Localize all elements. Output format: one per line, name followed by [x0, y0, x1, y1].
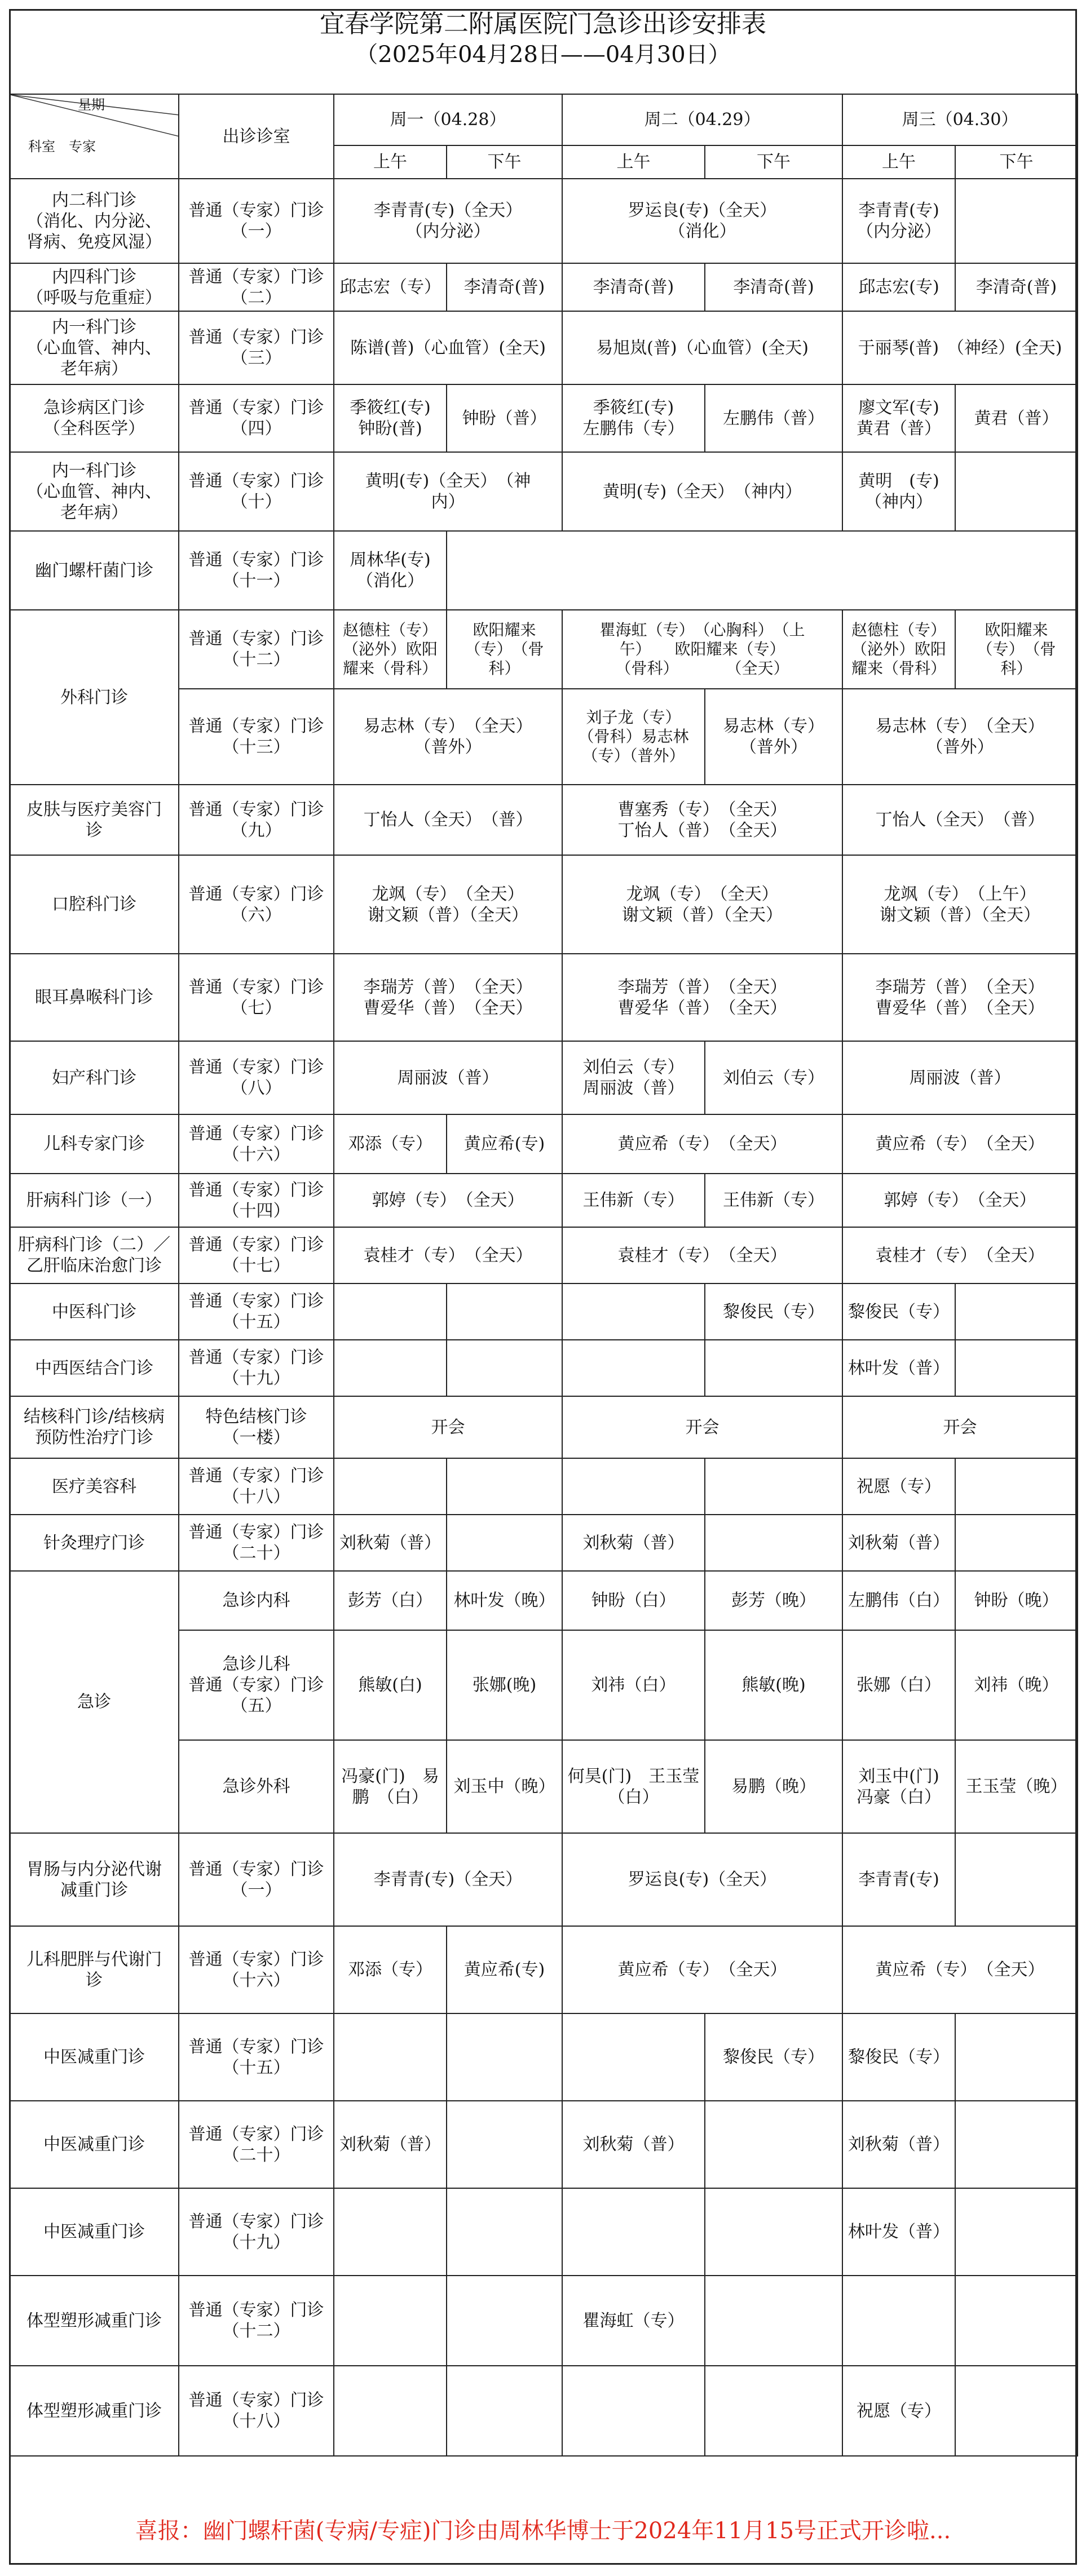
table-row	[10, 1833, 1078, 1926]
dept-cell: 胃肠与内分泌代谢 减重门诊	[10, 1833, 179, 1926]
dept-cell: 中医减重门诊	[10, 2101, 179, 2188]
header-day-wed: 周三（04.30）	[842, 94, 1078, 145]
dept-cell: 肝病科门诊（一）	[10, 1174, 179, 1227]
clinic-cell: 急诊内科	[179, 1571, 334, 1630]
clinic-cell: 急诊儿科 普通（专家）门诊 （五）	[179, 1630, 334, 1740]
clinic-cell: 普通（专家）门诊 （十六）	[179, 1114, 334, 1174]
schedule-cell: 易鹏（晚）	[705, 1740, 842, 1833]
schedule-cell: 开会	[562, 1396, 842, 1458]
schedule-cell: 何昊(门) 王玉莹 （白）	[562, 1740, 705, 1833]
schedule-cell	[842, 2276, 955, 2366]
schedule-cell	[447, 2276, 562, 2366]
schedule-cell: 罗运良(专)（全天）	[562, 1833, 842, 1926]
schedule-cell: 刘祎（晚）	[955, 1630, 1078, 1740]
schedule-cell: 刘秋菊（普）	[842, 2101, 955, 2188]
table-row	[10, 1227, 1078, 1283]
schedule-cell: 李青青(专) （内分泌）	[842, 179, 955, 263]
schedule-cell: 熊敏(晚)	[705, 1630, 842, 1740]
schedule-cell	[705, 2366, 842, 2456]
dept-cell: 内一科门诊 （心血管、神内、 老年病）	[10, 311, 179, 384]
table-row	[10, 263, 1078, 311]
schedule-cell: 刘秋菊（普）	[562, 1515, 705, 1571]
clinic-cell: 急诊外科	[179, 1740, 334, 1833]
clinic-cell: 普通（专家）门诊 （十二）	[179, 610, 334, 689]
schedule-cell: 李清奇(普)	[562, 263, 705, 311]
dept-cell: 中医减重门诊	[10, 2013, 179, 2101]
schedule-cell	[334, 1340, 447, 1396]
schedule-cell: 李青青(专)	[842, 1833, 955, 1926]
table-row	[10, 311, 1078, 384]
schedule-cell: 郭婷（专） （全天）	[842, 1174, 1078, 1227]
schedule-cell: 钟盼（普）	[447, 384, 562, 452]
schedule-cell	[955, 2188, 1078, 2276]
schedule-cell: 开会	[334, 1396, 562, 1458]
table-row	[10, 2276, 1078, 2366]
schedule-cell	[562, 2188, 705, 2276]
header-tue-pm: 下午	[705, 145, 842, 179]
dept-cell: 内四科门诊 （呼吸与危重症）	[10, 263, 179, 311]
schedule-cell: 左鹏伟（普）	[705, 384, 842, 452]
schedule-cell: 刘秋菊（普）	[334, 1515, 447, 1571]
schedule-cell: 张娜(晚)	[447, 1630, 562, 1740]
clinic-cell: 普通（专家）门诊 （十九）	[179, 1340, 334, 1396]
table-corner-header	[10, 94, 179, 179]
schedule-cell: 祝愿（专）	[842, 2366, 955, 2456]
schedule-cell	[562, 1283, 705, 1340]
schedule-cell	[955, 1515, 1078, 1571]
schedule-cell: 黄应希（专） （全天）	[842, 1926, 1078, 2013]
schedule-cell: 易旭岚(普)（心血管）(全天)	[562, 311, 842, 384]
table-row	[10, 531, 1078, 610]
schedule-cell: 王玉莹（晚）	[955, 1740, 1078, 1833]
clinic-cell: 普通（专家）门诊 （十五）	[179, 2013, 334, 2101]
header-dept: 科室	[28, 139, 55, 154]
schedule-cell: 黄应希(专)	[447, 1926, 562, 2013]
schedule-cell: 刘子龙（专） （骨科）易志林 （专）（普外）	[562, 689, 705, 785]
dept-cell: 肝病科门诊（二）／ 乙肝临床治愈门诊	[10, 1227, 179, 1283]
schedule-cell	[955, 1833, 1078, 1926]
clinic-cell: 普通（专家）门诊 （二）	[179, 263, 334, 311]
schedule-table	[9, 94, 1078, 2457]
schedule-cell: 黎俊民（专）	[705, 1283, 842, 1340]
schedule-cell: 周丽波（普）	[334, 1041, 562, 1114]
schedule-cell	[447, 2013, 562, 2101]
clinic-cell: 普通（专家）门诊 （一）	[179, 1833, 334, 1926]
dept-cell: 内二科门诊 （消化、内分泌、 肾病、免疫风湿）	[10, 179, 179, 263]
dept-cell: 口腔科门诊	[10, 855, 179, 954]
schedule-cell: 季筱红(专) 钟盼(普)	[334, 384, 447, 452]
clinic-cell: 普通（专家）门诊 （十八）	[179, 1458, 334, 1515]
schedule-cell	[334, 2276, 447, 2366]
clinic-cell: 普通（专家）门诊 （四）	[179, 384, 334, 452]
schedule-cell: 邓添（专）	[334, 1114, 447, 1174]
schedule-cell: 易志林（专） （普外）	[705, 689, 842, 785]
table-row	[10, 2101, 1078, 2188]
schedule-cell: 李清奇(普)	[955, 263, 1078, 311]
schedule-cell: 欧阳耀来 （专） （骨 科）	[955, 610, 1078, 689]
dept-cell: 眼耳鼻喉科门诊	[10, 954, 179, 1041]
schedule-cell: 熊敏(白)	[334, 1630, 447, 1740]
schedule-cell: 李瑞芳（普） （全天） 曹爱华（普） （全天）	[334, 954, 562, 1041]
clinic-cell: 普通（专家）门诊 （六）	[179, 855, 334, 954]
schedule-cell	[447, 2188, 562, 2276]
dept-cell: 体型塑形减重门诊	[10, 2366, 179, 2456]
schedule-cell: 黎俊民（专）	[705, 2013, 842, 2101]
clinic-cell: 普通（专家）门诊 （十四）	[179, 1174, 334, 1227]
schedule-cell: 李青青(专)（全天）	[334, 1833, 562, 1926]
dept-cell: 急诊病区门诊 （全科医学）	[10, 384, 179, 452]
schedule-cell	[334, 2366, 447, 2456]
schedule-cell	[562, 1340, 705, 1396]
schedule-cell: 刘祎（白）	[562, 1630, 705, 1740]
table-row	[10, 452, 1078, 531]
table-row	[10, 2188, 1078, 2276]
schedule-cell: 周丽波（普）	[842, 1041, 1078, 1114]
header-dept-expert	[28, 139, 96, 154]
schedule-cell: 罗运良(专)（全天） （消化）	[562, 179, 842, 263]
schedule-cell: 李清奇(普)	[447, 263, 562, 311]
schedule-cell: 黄应希（专） （全天）	[562, 1114, 842, 1174]
header-clinic: 出诊诊室	[179, 94, 334, 179]
page-subtitle: （2025年04月28日——04月30日）	[355, 42, 731, 68]
clinic-cell: 普通（专家）门诊 （一）	[179, 179, 334, 263]
header-expert: 专家	[69, 139, 96, 154]
clinic-cell: 普通（专家）门诊 （十）	[179, 452, 334, 531]
schedule-cell: 瞿海虹（专） （心胸科） （上 午） 欧阳耀来（专） （骨科） （全天）	[562, 610, 842, 689]
schedule-cell: 刘伯云（专） 周丽波（普）	[562, 1041, 705, 1114]
schedule-cell: 袁桂才（专） （全天）	[562, 1227, 842, 1283]
schedule-cell	[447, 1283, 562, 1340]
schedule-cell: 周林华(专) （消化）	[334, 531, 447, 610]
table-row	[10, 855, 1078, 954]
schedule-cell	[955, 2366, 1078, 2456]
schedule-cell: 邱志宏（专）	[334, 263, 447, 311]
clinic-cell: 普通（专家）门诊 （十一）	[179, 531, 334, 610]
clinic-cell: 普通（专家）门诊 （二十）	[179, 2101, 334, 2188]
table-row	[10, 1515, 1078, 1571]
header-mon-am: 上午	[334, 145, 447, 179]
clinic-cell: 普通（专家）门诊 （十三）	[179, 689, 334, 785]
dept-cell: 儿科专家门诊	[10, 1114, 179, 1174]
header-mon-pm: 下午	[447, 145, 562, 179]
schedule-cell: 黄应希(专)	[447, 1114, 562, 1174]
schedule-cell	[705, 1458, 842, 1515]
schedule-cell	[447, 1515, 562, 1571]
schedule-cell: 刘秋菊（普）	[842, 1515, 955, 1571]
clinic-cell: 普通（专家）门诊 （十七）	[179, 1227, 334, 1283]
schedule-cell	[334, 1283, 447, 1340]
clinic-cell: 普通（专家）门诊 （十八）	[179, 2366, 334, 2456]
table-row	[10, 1340, 1078, 1396]
schedule-cell	[705, 1515, 842, 1571]
schedule-cell: 李清奇(普)	[705, 263, 842, 311]
schedule-cell: 邓添（专）	[334, 1926, 447, 2013]
clinic-cell: 普通（专家）门诊 （九）	[179, 785, 334, 855]
schedule-cell	[955, 179, 1078, 263]
table-row	[10, 1174, 1078, 1227]
header-weekday: 星期	[78, 97, 105, 113]
schedule-cell	[447, 2366, 562, 2456]
dept-cell: 外科门诊	[10, 610, 179, 785]
schedule-cell: 龙飒（专） （全天） 谢文颖（普）（全天）	[334, 855, 562, 954]
dept-cell: 中医科门诊	[10, 1283, 179, 1340]
schedule-cell	[955, 1283, 1078, 1340]
dept-cell: 儿科肥胖与代谢门 诊	[10, 1926, 179, 2013]
schedule-cell: 赵德柱（专） （泌外）欧阳 耀来（骨科）	[842, 610, 955, 689]
clinic-cell: 普通（专家）门诊 （七）	[179, 954, 334, 1041]
schedule-cell	[562, 2366, 705, 2456]
schedule-cell: 袁桂才（专） （全天）	[334, 1227, 562, 1283]
schedule-cell	[705, 2188, 842, 2276]
clinic-cell: 普通（专家）门诊 （三）	[179, 311, 334, 384]
clinic-cell: 普通（专家）门诊 （二十）	[179, 1515, 334, 1571]
schedule-cell: 黄明(专)（全天） （神 内）	[334, 452, 562, 531]
table-row	[10, 1283, 1078, 1340]
schedule-cell	[705, 1340, 842, 1396]
schedule-cell: 郭婷（专） （全天）	[334, 1174, 562, 1227]
schedule-cell	[334, 1458, 447, 1515]
header-tue-am: 上午	[562, 145, 705, 179]
schedule-cell: 刘秋菊（普）	[334, 2101, 447, 2188]
schedule-cell	[955, 2276, 1078, 2366]
schedule-cell	[334, 2188, 447, 2276]
schedule-cell: 黄应希（专） （全天）	[562, 1926, 842, 2013]
header-wed-pm: 下午	[955, 145, 1078, 179]
header-wed-am: 上午	[842, 145, 955, 179]
schedule-cell: 易志林（专） （全天） （普外）	[842, 689, 1078, 785]
table-row	[10, 384, 1078, 452]
schedule-cell: 廖文军(专) 黄君（普）	[842, 384, 955, 452]
schedule-cell: 李瑞芳（普） （全天） 曹爱华（普） （全天）	[562, 954, 842, 1041]
dept-cell: 急诊	[10, 1571, 179, 1833]
table-row	[10, 610, 1078, 689]
schedule-cell: 冯豪(门) 易 鹏 （白）	[334, 1740, 447, 1833]
schedule-cell: 左鹏伟（白）	[842, 1571, 955, 1630]
dept-cell: 内一科门诊 （心血管、神内、 老年病）	[10, 452, 179, 531]
schedule-cell: 王伟新（专）	[562, 1174, 705, 1227]
schedule-cell	[447, 531, 1078, 610]
schedule-cell	[705, 2276, 842, 2366]
schedule-cell: 丁怡人（全天） （普）	[842, 785, 1078, 855]
schedule-cell	[447, 1458, 562, 1515]
schedule-cell: 易志林（专） （全天） （普外）	[334, 689, 562, 785]
table-row	[10, 2013, 1078, 2101]
schedule-cell	[955, 2013, 1078, 2101]
schedule-cell: 彭芳（白）	[334, 1571, 447, 1630]
schedule-cell: 黎俊民（专）	[842, 1283, 955, 1340]
clinic-cell: 普通（专家）门诊 （八）	[179, 1041, 334, 1114]
schedule-cell: 林叶发（普）	[842, 2188, 955, 2276]
header-day-mon: 周一（04.28）	[334, 94, 562, 145]
dept-cell: 中西医结合门诊	[10, 1340, 179, 1396]
table-row	[10, 1114, 1078, 1174]
table-row	[10, 1926, 1078, 2013]
schedule-cell: 丁怡人（全天） （普）	[334, 785, 562, 855]
header-day-tue: 周二（04.29）	[562, 94, 842, 145]
table-row	[10, 1458, 1078, 1515]
schedule-cell: 于丽琴(普) （神经）(全天)	[842, 311, 1078, 384]
schedule-cell: 钟盼（白）	[562, 1571, 705, 1630]
schedule-cell	[562, 2013, 705, 2101]
dept-cell: 针灸理疗门诊	[10, 1515, 179, 1571]
schedule-cell: 季筱红(专) 左鹏伟（专）	[562, 384, 705, 452]
clinic-cell: 普通（专家）门诊 （十九）	[179, 2188, 334, 2276]
schedule-cell: 张娜（白）	[842, 1630, 955, 1740]
schedule-cell: 林叶发（普）	[842, 1340, 955, 1396]
schedule-cell: 赵德柱（专） （泌外）欧阳 耀来（骨科）	[334, 610, 447, 689]
dept-cell: 中医减重门诊	[10, 2188, 179, 2276]
schedule-cell: 刘伯云（专）	[705, 1041, 842, 1114]
schedule-cell	[334, 2013, 447, 2101]
clinic-cell: 普通（专家）门诊 （十五）	[179, 1283, 334, 1340]
table-row	[10, 785, 1078, 855]
table-row	[10, 1041, 1078, 1114]
clinic-cell: 普通（专家）门诊 （十六）	[179, 1926, 334, 2013]
clinic-cell: 普通（专家）门诊 （十二）	[179, 2276, 334, 2366]
schedule-cell: 李瑞芳（普） （全天） 曹爱华（普） （全天）	[842, 954, 1078, 1041]
table-row	[10, 179, 1078, 263]
schedule-cell	[705, 2101, 842, 2188]
schedule-cell: 开会	[842, 1396, 1078, 1458]
schedule-cell: 黄明 (专) （神内）	[842, 452, 955, 531]
schedule-cell: 刘玉中(门) 冯豪（白）	[842, 1740, 955, 1833]
schedule-cell: 刘玉中（晚）	[447, 1740, 562, 1833]
schedule-cell: 彭芳（晚）	[705, 1571, 842, 1630]
schedule-cell: 李青青(专)（全天） （内分泌）	[334, 179, 562, 263]
schedule-cell: 王伟新（专）	[705, 1174, 842, 1227]
table-row	[10, 954, 1078, 1041]
dept-cell: 幽门螺杆菌门诊	[10, 531, 179, 610]
schedule-cell: 黄明(专)（全天） （神内）	[562, 452, 842, 531]
schedule-cell: 陈谱(普)（心血管）(全天)	[334, 311, 562, 384]
table-row	[10, 2366, 1078, 2456]
dept-cell: 妇产科门诊	[10, 1041, 179, 1114]
schedule-cell	[955, 1458, 1078, 1515]
schedule-cell	[955, 1340, 1078, 1396]
schedule-cell: 曹塞秀（专） （全天） 丁怡人（普） （全天）	[562, 785, 842, 855]
schedule-cell: 刘秋菊（普）	[562, 2101, 705, 2188]
dept-cell: 皮肤与医疗美容门 诊	[10, 785, 179, 855]
schedule-cell: 钟盼（晚）	[955, 1571, 1078, 1630]
schedule-cell	[955, 452, 1078, 531]
table-row	[10, 1396, 1078, 1458]
dept-cell: 医疗美容科	[10, 1458, 179, 1515]
schedule-cell	[447, 2101, 562, 2188]
dept-cell: 体型塑形减重门诊	[10, 2276, 179, 2366]
schedule-cell: 邱志宏(专)	[842, 263, 955, 311]
page-title: 宜春学院第二附属医院门急诊出诊安排表	[320, 10, 766, 38]
table-row	[10, 1571, 1078, 1630]
schedule-cell: 祝愿（专）	[842, 1458, 955, 1515]
schedule-cell: 龙飒（专） （上午） 谢文颖（普）（全天）	[842, 855, 1078, 954]
schedule-cell	[562, 1458, 705, 1515]
schedule-cell	[447, 1340, 562, 1396]
schedule-cell: 欧阳耀来 （专） （骨 科）	[447, 610, 562, 689]
schedule-cell: 龙飒（专） （全天） 谢文颖（普）（全天）	[562, 855, 842, 954]
schedule-cell: 袁桂才（专） （全天）	[842, 1227, 1078, 1283]
schedule-cell: 瞿海虹（专）	[562, 2276, 705, 2366]
schedule-cell: 黄君（普）	[955, 384, 1078, 452]
schedule-cell	[955, 2101, 1078, 2188]
dept-cell: 结核科门诊/结核病 预防性治疗门诊	[10, 1396, 179, 1458]
schedule-cell: 黎俊民（专）	[842, 2013, 955, 2101]
schedule-cell: 林叶发（晚）	[447, 1571, 562, 1630]
schedule-cell: 黄应希（专） （全天）	[842, 1114, 1078, 1174]
footer-announcement: 喜报：幽门螺杆菌(专病/专症)门诊由周林华博士于2024年11月15号正式开诊啦...	[135, 2518, 951, 2544]
clinic-cell: 特色结核门诊 （一楼）	[179, 1396, 334, 1458]
